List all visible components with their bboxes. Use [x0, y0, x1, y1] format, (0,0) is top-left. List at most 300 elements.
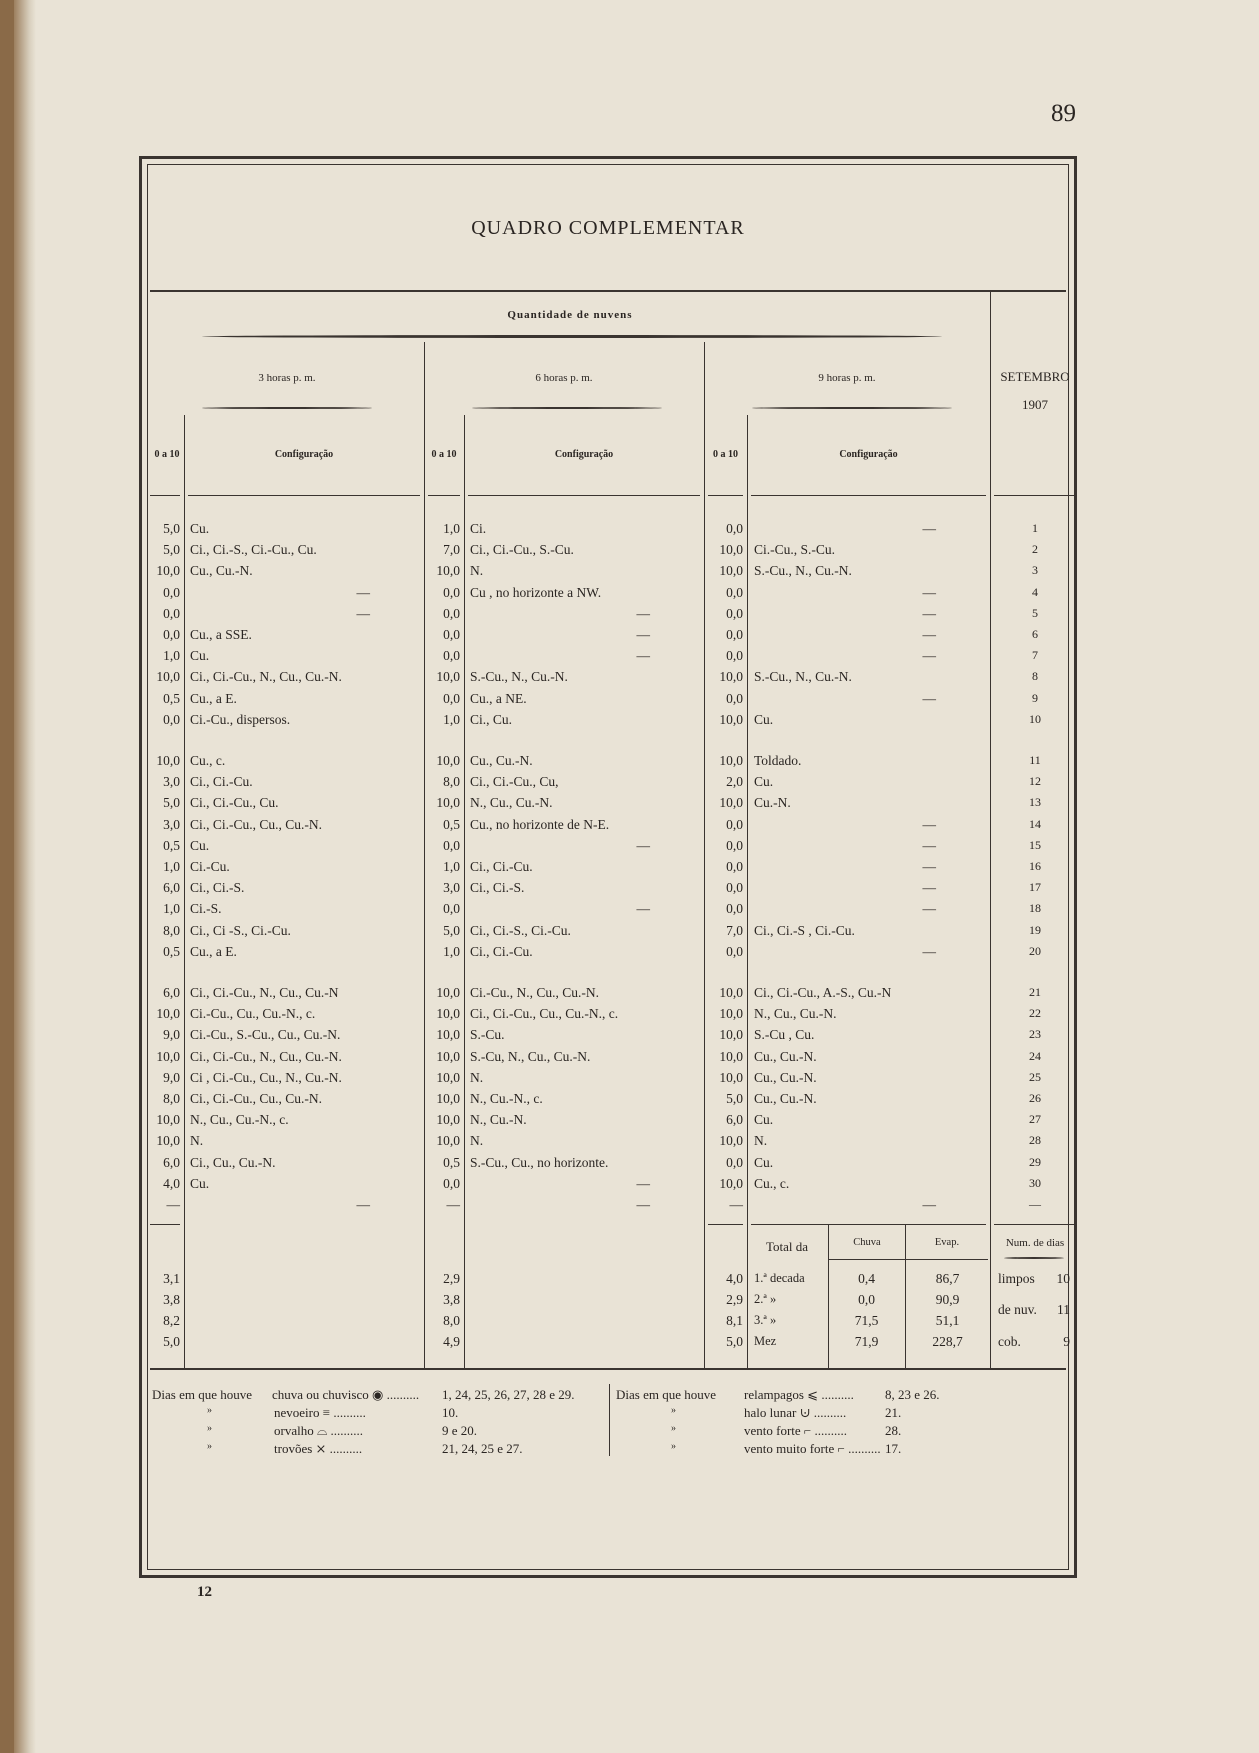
day-cell: 25: [1029, 1069, 1041, 1084]
day-cell: 6: [1032, 627, 1038, 641]
cloud-amount-cell: 10,0: [719, 1048, 743, 1064]
summary-avg-3pm: 8,2: [163, 1313, 180, 1328]
cloud-config-cell: —: [922, 859, 936, 874]
footnote-label: relampagos ⩽ ..........: [744, 1387, 854, 1402]
footnote-prefix: »: [207, 1423, 212, 1434]
summary-period: 2.ª »: [754, 1292, 777, 1306]
cloud-config-cell: Cu.-N.: [754, 795, 791, 811]
cloud-amount-cell: 3,0: [163, 774, 180, 790]
cloud-config-cell: Toldado.: [754, 753, 802, 768]
footnote-prefix: »: [207, 1405, 212, 1416]
cloud-config-cell: Cu.: [754, 1154, 774, 1170]
footnote-prefix: »: [671, 1423, 676, 1434]
cloud-config-cell: —: [922, 627, 936, 642]
footnote-prefix: »: [671, 1405, 676, 1416]
cloud-config-cell: S.-Cu., Cu., no horizonte.: [470, 1154, 609, 1170]
cloud-amount-cell: 8,0: [163, 1091, 180, 1106]
cloud-config-cell: Cu., c.: [754, 1175, 790, 1191]
cloud-amount-cell: —: [166, 1197, 180, 1212]
cloud-amount-cell: 9,0: [163, 1027, 180, 1043]
footnote-prefix: »: [671, 1441, 676, 1452]
day-cell: 19: [1029, 922, 1041, 937]
cloud-config-cell: Cu., a NE.: [470, 690, 527, 706]
cloud-config-cell: S.-Cu., N., Cu.-N.: [470, 669, 568, 685]
cloud-amount-cell: 5,0: [163, 795, 180, 811]
cloud-amount-cell: 10,0: [156, 1048, 180, 1064]
cloud-amount-cell: 10,0: [156, 1112, 180, 1128]
cloud-amount-cell: 5,0: [443, 922, 460, 938]
day-cell: 29: [1029, 1154, 1041, 1169]
table-row: [142, 1155, 1074, 1176]
day-cell: 21: [1029, 985, 1041, 999]
cloud-config-cell: S.-Cu.: [470, 1027, 505, 1043]
cloud-amount-cell: 0,0: [726, 1154, 743, 1170]
cloud-amount-cell: 1,0: [443, 943, 460, 959]
footnote-label: chuva ou chuvisco ◉ ..........: [272, 1387, 420, 1402]
cloud-amount-cell: 0,0: [726, 627, 743, 642]
day-cell: 28: [1029, 1133, 1041, 1148]
cloud-config-cell: —: [636, 837, 650, 853]
summary-evap: 228,7: [932, 1334, 963, 1349]
cloud-config-cell: Cu.: [190, 521, 210, 536]
month-label: SETEMBRO: [1000, 369, 1070, 384]
period-6pm: 6 horas p. m.: [535, 372, 593, 384]
cloud-amount-cell: 10,0: [156, 1006, 180, 1022]
day-cell: 10: [1029, 711, 1041, 726]
period-9pm: 9 horas p. m.: [818, 372, 876, 384]
summary-avg-9pm: 4,0: [726, 1271, 743, 1286]
cloud-config-cell: N., Cu., Cu.-N., c.: [190, 1112, 289, 1128]
cloud-config-cell: Ci.-Cu., Cu., Cu.-N., c.: [190, 1006, 316, 1022]
cloud-config-cell: Cu., c.: [190, 753, 226, 768]
cloud-amount-cell: 0,0: [726, 880, 743, 896]
cloud-amount-cell: 10,0: [436, 1091, 460, 1106]
cloud-amount-cell: 10,0: [719, 1175, 743, 1191]
cloud-config-cell: S.-Cu., N., Cu.-N.: [754, 563, 852, 579]
cloud-config-cell: Cu., a SSE.: [190, 627, 252, 642]
day-cell: 14: [1029, 816, 1041, 831]
cloud-amount-cell: 9,0: [163, 1069, 180, 1085]
summary-avg-3pm: 5,0: [163, 1334, 180, 1349]
config-header-6pm: Configuração: [554, 449, 614, 460]
table-row: [142, 1049, 1074, 1070]
cloud-config-cell: S.-Cu, N., Cu., Cu.-N.: [470, 1048, 591, 1064]
summary-chuva: 0,4: [858, 1271, 875, 1286]
cloud-config-cell: Ci., Ci.-S.: [470, 880, 525, 896]
cloud-amount-cell: 0,5: [443, 1154, 460, 1170]
summary-avg-9pm: 5,0: [726, 1334, 743, 1349]
cloud-config-cell: Ci., Ci.-Cu., Cu,: [470, 774, 559, 790]
cloud-amount-cell: 1,0: [443, 859, 460, 874]
day-cell: 11: [1029, 753, 1041, 767]
cloud-config-cell: Ci., Ci.-Cu.: [470, 859, 533, 874]
table-row: [142, 1133, 1074, 1154]
cloud-config-cell: Ci., Ci.-Cu., Cu.: [190, 795, 279, 811]
footnote-days: 21.: [885, 1405, 902, 1420]
day-cell: 8: [1032, 669, 1038, 684]
footnote-label: vento muito forte ⌐ ..........: [744, 1441, 881, 1456]
table-row: [142, 901, 1074, 922]
cloud-config-cell: N.: [470, 1069, 484, 1085]
footnote-prefix: »: [207, 1441, 212, 1452]
cloud-amount-cell: 1,0: [163, 648, 180, 664]
cloud-amount-cell: 1,0: [443, 711, 460, 727]
cloud-amount-cell: 6,0: [726, 1112, 743, 1128]
day-cell: 23: [1029, 1027, 1041, 1042]
cloud-amount-cell: 0,0: [163, 627, 180, 642]
cloud-config-cell: —: [636, 627, 650, 642]
cloud-amount-cell: 0,0: [443, 837, 460, 853]
day-cell: 12: [1029, 774, 1041, 789]
cloud-config-cell: Ci.: [470, 521, 487, 536]
cloud-config-cell: S.-Cu., N., Cu.-N.: [754, 669, 852, 685]
chuva-label: Chuva: [853, 1237, 881, 1248]
cloud-amount-cell: 10,0: [436, 1027, 460, 1043]
day-cell: 4: [1032, 584, 1038, 599]
cloud-amount-cell: 0,0: [443, 648, 460, 664]
table-row: [142, 880, 1074, 901]
cloud-config-cell: Ci., Ci.-Cu.: [190, 774, 253, 790]
day-cell: 30: [1029, 1175, 1041, 1190]
summary-avg-6pm: 3,8: [443, 1292, 460, 1307]
cloud-amount-cell: 10,0: [719, 795, 743, 811]
day-cell: 27: [1029, 1112, 1041, 1127]
table-frame: [139, 156, 1077, 1578]
table-row: [142, 859, 1074, 880]
cloud-amount-cell: 10,0: [156, 563, 180, 579]
cloud-config-cell: Cu., Cu.-N.: [190, 563, 253, 579]
cloud-config-cell: Ci., Ci.-S., Ci.-Cu., Cu.: [190, 542, 317, 558]
dias-label: cob.: [998, 1334, 1021, 1349]
table-row: [142, 1006, 1074, 1027]
cloud-config-cell: Cu.: [190, 837, 210, 853]
cloud-config-cell: —: [356, 584, 370, 600]
cloud-amount-cell: —: [729, 1197, 743, 1212]
cloud-amount-cell: 5,0: [726, 1091, 743, 1106]
scale-header-6pm: 0 a 10: [431, 449, 457, 460]
scale-header-3pm: 0 a 10: [154, 449, 180, 460]
table-row: [142, 1112, 1074, 1133]
cloud-config-cell: Ci , Ci.-Cu., Cu., N., Cu.-N.: [190, 1069, 342, 1085]
day-cell: —: [1029, 1197, 1041, 1211]
scale-header-9pm: 0 a 10: [713, 449, 738, 460]
cloud-amount-cell: 10,0: [719, 1006, 743, 1022]
day-cell: 9: [1032, 690, 1038, 705]
table-row: [142, 944, 1074, 965]
cloud-amount-cell: 0,0: [163, 584, 180, 600]
cloud-config-cell: Ci., Ci -S., Ci.-Cu.: [190, 922, 291, 938]
cloud-amount-cell: 10,0: [436, 563, 460, 579]
period-3pm: 3 horas p. m.: [258, 372, 316, 384]
config-header-9pm: Configuração: [839, 449, 898, 460]
summary-chuva: 0,0: [858, 1292, 875, 1307]
cloud-config-cell: Ci., Ci.-S., Ci.-Cu.: [470, 922, 571, 938]
cloud-config-cell: Cu., a E.: [190, 690, 237, 706]
cloud-amount-cell: 10,0: [436, 669, 460, 685]
table-row: [142, 712, 1074, 733]
cloud-config-cell: S.-Cu , Cu.: [754, 1027, 815, 1043]
cloud-amount-cell: 10,0: [436, 1006, 460, 1022]
cloud-config-cell: Ci.-Cu.: [190, 859, 230, 874]
cloud-amount-cell: 10,0: [719, 1027, 743, 1043]
cloud-config-cell: Ci., Cu.: [470, 711, 513, 727]
group-header: Quantidade de nuvens: [507, 309, 633, 321]
cloud-amount-cell: 0,0: [726, 859, 743, 874]
cloud-amount-cell: 0,0: [726, 690, 743, 706]
dias-value: 10: [1056, 1271, 1070, 1286]
total-label: Total da: [765, 1239, 809, 1254]
cloud-config-cell: —: [922, 943, 936, 959]
cloud-amount-cell: 10,0: [719, 669, 743, 685]
cloud-config-cell: Ci.-Cu., N., Cu., Cu.-N.: [470, 985, 600, 1000]
cloud-config-cell: Cu.: [190, 1175, 210, 1191]
cloud-config-cell: N., Cu., Cu.-N.: [754, 1006, 837, 1022]
cloud-amount-cell: 10,0: [719, 711, 743, 727]
cloud-config-cell: —: [356, 1197, 370, 1212]
footnote-days: 28.: [885, 1423, 902, 1438]
cloud-amount-cell: 2,0: [726, 774, 743, 790]
cloud-amount-cell: 0,0: [726, 605, 743, 621]
table-title: QUADRO COMPLEMENTAR: [471, 217, 745, 239]
cloud-config-cell: Ci.-S.: [190, 901, 222, 917]
day-cell: 16: [1029, 859, 1041, 873]
footnote-label: nevoeiro ≡ ..........: [274, 1405, 366, 1420]
cloud-config-cell: Ci., Cu., Cu.-N.: [190, 1154, 276, 1170]
day-cell: 13: [1029, 795, 1041, 810]
config-header-3pm: Configuração: [274, 449, 334, 460]
cloud-config-cell: Cu.: [754, 774, 774, 790]
cloud-config-cell: N.: [190, 1133, 204, 1149]
cloud-amount-cell: 8,0: [443, 774, 460, 790]
table-row: [142, 585, 1074, 606]
footnote-days: 9 e 20.: [442, 1423, 478, 1438]
evap-label: Evap.: [934, 1237, 960, 1248]
cloud-config-cell: —: [636, 605, 650, 621]
day-cell: 18: [1029, 901, 1041, 916]
table-row: [142, 669, 1074, 690]
cloud-amount-cell: 0,0: [726, 648, 743, 664]
cloud-amount-cell: 10,0: [719, 542, 743, 558]
summary-period: 3.ª »: [754, 1313, 777, 1327]
cloud-amount-cell: 0,5: [163, 837, 180, 853]
dias-label: limpos: [998, 1271, 1035, 1286]
cloud-config-cell: N.: [754, 1133, 768, 1149]
summary-avg-3pm: 3,1: [163, 1271, 180, 1286]
table-row: [142, 774, 1074, 795]
cloud-amount-cell: 0,0: [726, 837, 743, 853]
cloud-config-cell: Cu., Cu.-N.: [754, 1069, 817, 1085]
cloud-config-cell: Ci., Ci.-Cu., Cu., Cu.-N.: [190, 816, 323, 832]
cloud-amount-cell: —: [446, 1197, 460, 1212]
summary-period: Mez: [754, 1334, 777, 1348]
cloud-amount-cell: 0,0: [163, 711, 180, 727]
cloud-amount-cell: 1,0: [163, 859, 180, 874]
cloud-amount-cell: 10,0: [436, 1133, 460, 1149]
cloud-config-cell: Cu., a E.: [190, 943, 237, 959]
day-cell: 2: [1032, 542, 1038, 557]
cloud-amount-cell: 0,0: [443, 627, 460, 642]
cloud-config-cell: —: [636, 648, 650, 664]
page-number: 89: [1051, 100, 1076, 127]
day-cell: 5: [1032, 605, 1038, 620]
cloud-config-cell: Cu., no horizonte de N-E.: [470, 816, 610, 832]
cloud-config-cell: —: [922, 837, 936, 853]
cloud-amount-cell: 4,0: [163, 1175, 180, 1191]
summary-evap: 90,9: [935, 1292, 960, 1307]
summary-chuva: 71,5: [854, 1313, 879, 1328]
day-cell: 1: [1032, 521, 1038, 535]
table-row: [142, 1027, 1074, 1048]
page-edge: [14, 0, 36, 1753]
summary-avg-6pm: 2,9: [443, 1271, 460, 1286]
cloud-config-cell: Ci., Ci.-S.: [190, 880, 245, 896]
cloud-config-cell: Cu., Cu.-N.: [470, 753, 533, 768]
cloud-amount-cell: 10,0: [719, 753, 743, 768]
cloud-amount-cell: 10,0: [156, 669, 180, 685]
cloud-config-cell: Ci., Ci.-Cu., N., Cu., Cu.-N: [190, 985, 339, 1000]
cloud-amount-cell: 10,0: [436, 1048, 460, 1064]
day-cell: 17: [1029, 880, 1041, 895]
num-dias-label: Num. de dias: [1005, 1237, 1065, 1249]
cloud-amount-cell: 0,5: [163, 943, 180, 959]
summary-period: 1.ª decada: [754, 1271, 805, 1285]
cloud-amount-cell: 0,0: [443, 584, 460, 600]
table-row: [142, 1176, 1074, 1197]
cloud-amount-cell: 1,0: [163, 901, 180, 917]
cloud-config-cell: Ci., Ci.-Cu., Cu., Cu.-N., c.: [470, 1006, 619, 1022]
cloud-config-cell: Cu.: [190, 648, 210, 664]
cloud-config-cell: Cu , no horizonte a NW.: [470, 584, 602, 600]
cloud-config-cell: —: [636, 1175, 650, 1191]
cloud-amount-cell: 0,0: [443, 1175, 460, 1191]
dias-value: 11: [1057, 1302, 1070, 1317]
year-label: 1907: [1022, 397, 1048, 412]
cloud-config-cell: Ci.-Cu., S.-Cu., Cu., Cu.-N.: [190, 1027, 341, 1043]
table-row: [142, 691, 1074, 712]
cloud-config-cell: —: [636, 1197, 650, 1212]
footnote-days: 17.: [885, 1441, 902, 1456]
cloud-config-cell: N., Cu.-N., c.: [470, 1091, 543, 1106]
table-row: [142, 838, 1074, 859]
footnote-days: 21, 24, 25 e 27.: [442, 1441, 523, 1456]
table-row: [142, 563, 1074, 584]
cloud-config-cell: —: [922, 584, 936, 600]
footnote-label: orvalho ⌓ ..........: [274, 1423, 363, 1438]
cloud-config-cell: Ci.-Cu., dispersos.: [190, 711, 291, 727]
cloud-config-cell: —: [922, 816, 936, 832]
day-cell: 24: [1029, 1048, 1041, 1063]
summary-avg-3pm: 3,8: [163, 1292, 180, 1307]
cloud-config-cell: —: [922, 521, 936, 536]
cloud-amount-cell: 0,0: [726, 584, 743, 600]
cloud-amount-cell: 6,0: [163, 1154, 180, 1170]
table-row: [142, 795, 1074, 816]
footnote-days: 8, 23 e 26.: [885, 1387, 940, 1402]
dias-value: 9: [1063, 1334, 1070, 1349]
footnote-prefix: Dias em que houve: [616, 1387, 717, 1402]
cloud-amount-cell: 6,0: [163, 880, 180, 896]
summary-avg-9pm: 2,9: [726, 1292, 743, 1307]
table-row: [142, 985, 1074, 1006]
cloud-amount-cell: 0,5: [163, 690, 180, 706]
cloud-config-cell: —: [356, 605, 370, 621]
cloud-config-cell: N., Cu.-N.: [470, 1112, 527, 1128]
cloud-config-cell: Cu., Cu.-N.: [754, 1091, 817, 1106]
cloud-amount-cell: 0,0: [726, 901, 743, 917]
cloud-amount-cell: 0,0: [726, 943, 743, 959]
cloud-amount-cell: 7,0: [726, 922, 743, 938]
cloud-config-cell: Cu.: [754, 711, 774, 727]
cloud-amount-cell: 10,0: [436, 753, 460, 768]
table-row: [142, 542, 1074, 563]
cloud-amount-cell: 5,0: [163, 521, 180, 536]
cloud-amount-cell: 0,0: [163, 605, 180, 621]
cloud-config-cell: Ci., Ci.-S , Ci.-Cu.: [754, 922, 855, 938]
cloud-amount-cell: 10,0: [156, 753, 180, 768]
day-cell: 26: [1029, 1091, 1041, 1105]
cloud-amount-cell: 1,0: [443, 521, 460, 536]
cloud-config-cell: Ci.-Cu., S.-Cu.: [754, 542, 836, 558]
cloud-amount-cell: 8,0: [163, 922, 180, 938]
cloud-amount-cell: 0,0: [443, 690, 460, 706]
bottom-number: 12: [197, 1584, 212, 1600]
summary-evap: 86,7: [935, 1271, 960, 1286]
table-row: [142, 648, 1074, 669]
footnote-label: halo lunar ⊍ ..........: [744, 1405, 847, 1420]
cloud-config-cell: Ci., Ci.-Cu., Cu., Cu.-N.: [190, 1091, 323, 1106]
footnote-label: vento forte ⌐ ..........: [744, 1423, 848, 1438]
cloud-amount-cell: 10,0: [436, 1069, 460, 1085]
cloud-config-cell: Ci., Ci.-Cu., S.-Cu.: [470, 542, 574, 558]
cloud-config-cell: Ci., Ci.-Cu., A.-S., Cu.-N: [754, 985, 892, 1000]
cloud-amount-cell: 3,0: [163, 816, 180, 832]
table-row: [142, 817, 1074, 838]
cloud-amount-cell: 0,5: [443, 816, 460, 832]
table-row: [142, 627, 1074, 648]
day-cell: 7: [1032, 648, 1038, 663]
cloud-config-cell: —: [922, 605, 936, 621]
cloud-config-cell: Ci., Ci.-Cu., N., Cu., Cu.-N.: [190, 669, 342, 685]
cloud-config-cell: —: [922, 880, 936, 896]
footnote-label: trovões ⨯ ..........: [274, 1441, 363, 1456]
cloud-config-cell: Cu.: [754, 1112, 774, 1128]
cloud-amount-cell: 10,0: [719, 1133, 743, 1149]
footnote-days: 1, 24, 25, 26, 27, 28 e 29.: [442, 1387, 575, 1402]
cloud-amount-cell: 0,0: [443, 901, 460, 917]
cloud-amount-cell: 5,0: [163, 542, 180, 558]
summary-avg-6pm: 4,9: [443, 1334, 460, 1349]
cloud-amount-cell: 3,0: [443, 880, 460, 896]
cloud-amount-cell: 10,0: [436, 795, 460, 811]
table-row: [142, 923, 1074, 944]
cloud-amount-cell: 10,0: [719, 1069, 743, 1085]
cloud-amount-cell: 7,0: [443, 542, 460, 558]
table-row: [142, 521, 1074, 542]
day-cell: 22: [1029, 1006, 1041, 1021]
cloud-amount-cell: 6,0: [163, 985, 180, 1000]
cloud-config-cell: —: [922, 901, 936, 917]
cloud-config-cell: Ci., Ci.-Cu.: [470, 943, 533, 959]
cloud-amount-cell: 0,0: [443, 605, 460, 621]
cloud-amount-cell: 10,0: [719, 563, 743, 579]
cloud-config-cell: Ci., Ci.-Cu., N., Cu., Cu.-N.: [190, 1048, 342, 1064]
cloud-config-cell: —: [922, 690, 936, 706]
cloud-amount-cell: 10,0: [436, 985, 460, 1000]
dias-label: de nuv.: [998, 1302, 1037, 1317]
cloud-amount-cell: 0,0: [726, 816, 743, 832]
cloud-config-cell: Cu., Cu.-N.: [754, 1048, 817, 1064]
cloud-amount-cell: 10,0: [436, 1112, 460, 1128]
